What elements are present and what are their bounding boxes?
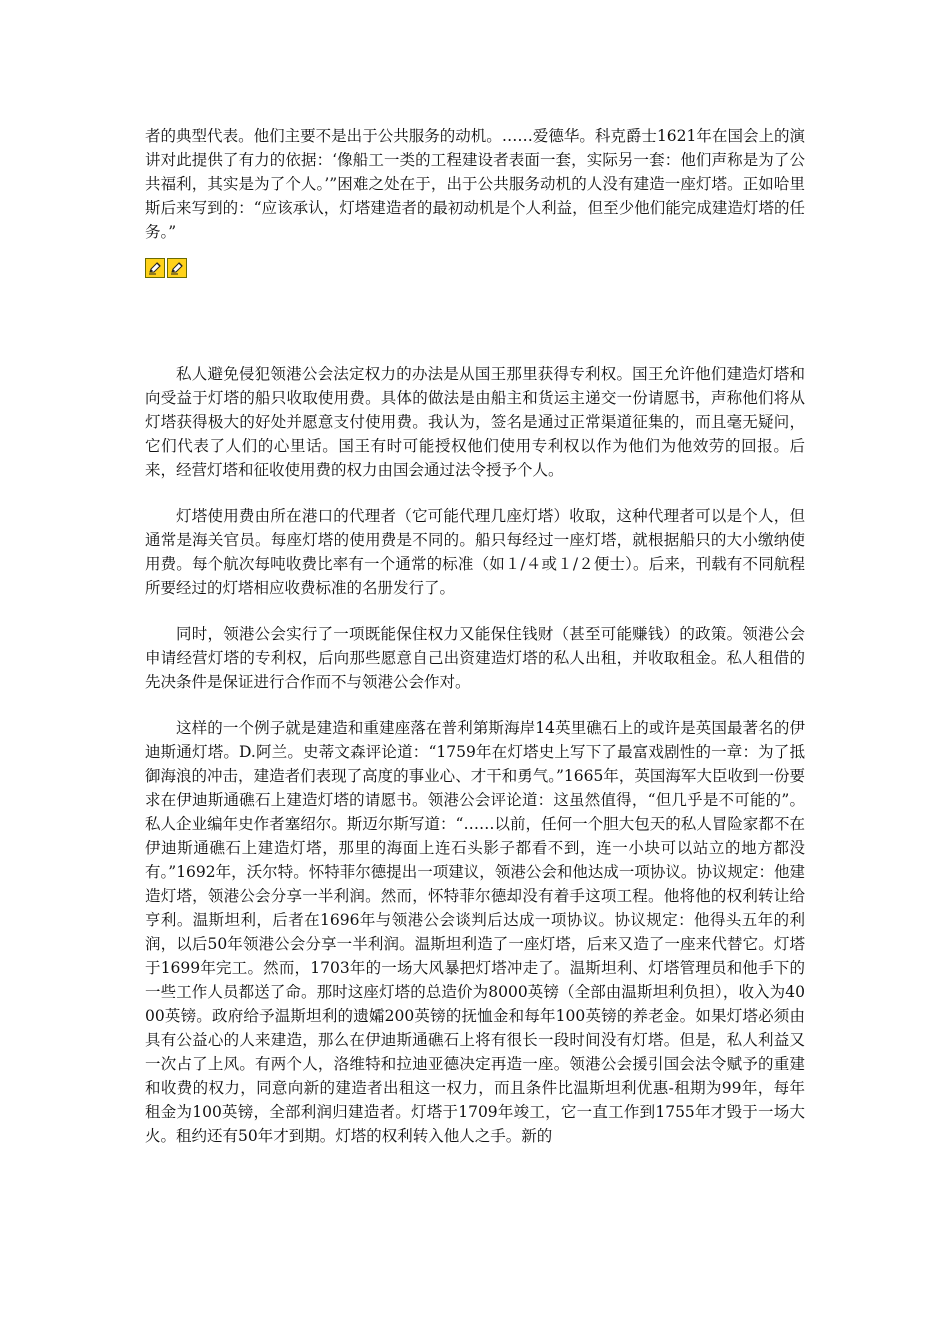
document-page: [145, 124, 805, 1148]
pencil-note-icon: [147, 260, 163, 276]
paragraph-lighthouse-fees: 灯塔使用费由所在港口的代理者（它可能代理几座灯塔）收取，这种代理者可以是个人，但通常是海关官员。每座灯塔的使用费是不同的。船只每经过一座灯塔，就根据船只的大小缴纳使用费。每个航次每吨收费比率有一个通常的标准（如１/４或１/２便士）。后来，刊载有不同航程所要经过的灯塔相应收费标准的名册发行了。: [145, 507, 805, 597]
next-page-icon[interactable]: [167, 258, 187, 278]
prev-page-icon[interactable]: [145, 258, 165, 278]
paragraph-eddystone-example: 这样的一个例子就是建造和重建座落在普利第斯海岸14英里礁石上的或许是英国最著名的伊迪斯通灯塔。D.阿兰。史蒂文森评论道：“1759年在灯塔史上写下了最富戏剧性的一章：为了抵御海浪的冲击，建造者们表现了高度的事业心、才干和勇气。”1665年，英国海军大臣收到一份要求在伊迪斯通礁石上建造灯塔的请愿书。领港公会评论道：这虽然值得，“但几乎是不可能的”。私人企业编年史作者塞绍尔。斯迈尔斯写道：“……以前，任何一个胆大包天的私人冒险家都不在伊迪斯通礁石上建造灯塔，那里的海面上连石头影子都看不到，连一小块可以站立的地方都没有。”1692年，沃尔特。怀特菲尔德提出一项建议，领港公会和他达成一项协议。协议规定：他建造灯塔，领港公会分享一半利润。然而，怀特菲尔德却没有着手这项工程。他将他的权利转让给亨利。温斯坦利，后者在1696年与领港公会谈判后达成一项协议。协议规定：他得头五年的利润，以后50年领港公会分享一半利润。温斯坦利造了一座灯塔，后来又造了一座来代替它。灯塔于1699年完工。然而，1703年的一场大风暴把灯塔冲走了。温斯坦利、灯塔管理员和他手下的一些工作人员都送了命。那时这座灯塔的总造价为8000英镑（全部由温斯坦利负担），收入为4000英镑。政府给予温斯坦利的遗孀200英镑的抚恤金和每年100英镑的养老金。如果灯塔必须由具有公益心的人来建造，那么在伊迪斯通礁石上将有很长一段时间没有灯塔。但是，私人利益又一次占了上风。有两个人，洛维特和拉迪亚德决定再造一座。领港公会援引国会法令赋予的重建和收费的权力，同意向新的建造者出租这一权力，而且条件比温斯坦利优惠-租期为99年，每年租金为100英镑，全部利润归建造者。灯塔于1709年竣工，它一直工作到1755年才毁于一场大火。租约还有50年才到期。灯塔的权利转入他人之手。新的: [145, 719, 805, 1145]
paragraph-continuation: 者的典型代表。他们主要不是出于公共服务的动机。……爱德华。科克爵士1621年在国会上的演讲对此提供了有力的依据：‘像船工一类的工程建设者表面一套，实际另一套：他们声称是为了公共福利，其实是为了个人。’”困难之处在于，出于公共服务动机的人没有建造一座灯塔。正如哈里斯后来写到的：“应该承认，灯塔建造者的最初动机是个人利益，但至少他们能完成建造灯塔的任务。”: [145, 127, 805, 241]
paragraph-patent-rights: 私人避免侵犯领港公会法定权力的办法是从国王那里获得专利权。国王允许他们建造灯塔和向受益于灯塔的船只收取使用费。具体的做法是由船主和货运主递交一份请愿书，声称他们将从灯塔获得极大的好处并愿意支付使用费。我认为，签名是通过正常渠道征集的，而且毫无疑问，它们代表了人们的心里话。国王有时可能授权他们使用专利权以作为他们为他效劳的回报。后来，经营灯塔和征收使用费的权力由国会通过法令授予个人。: [145, 365, 805, 479]
paragraph-trinity-house-policy: 同时，领港公会实行了一项既能保住权力又能保住钱财（甚至可能赚钱）的政策。领港公会申请经营灯塔的专利权，后向那些愿意自己出资建造灯塔的私人出租，并收取租金。私人租借的先决条件是保证进行合作而不与领港公会作对。: [145, 625, 805, 691]
page-nav-icons: [145, 258, 805, 278]
pencil-note-icon: [169, 260, 185, 276]
